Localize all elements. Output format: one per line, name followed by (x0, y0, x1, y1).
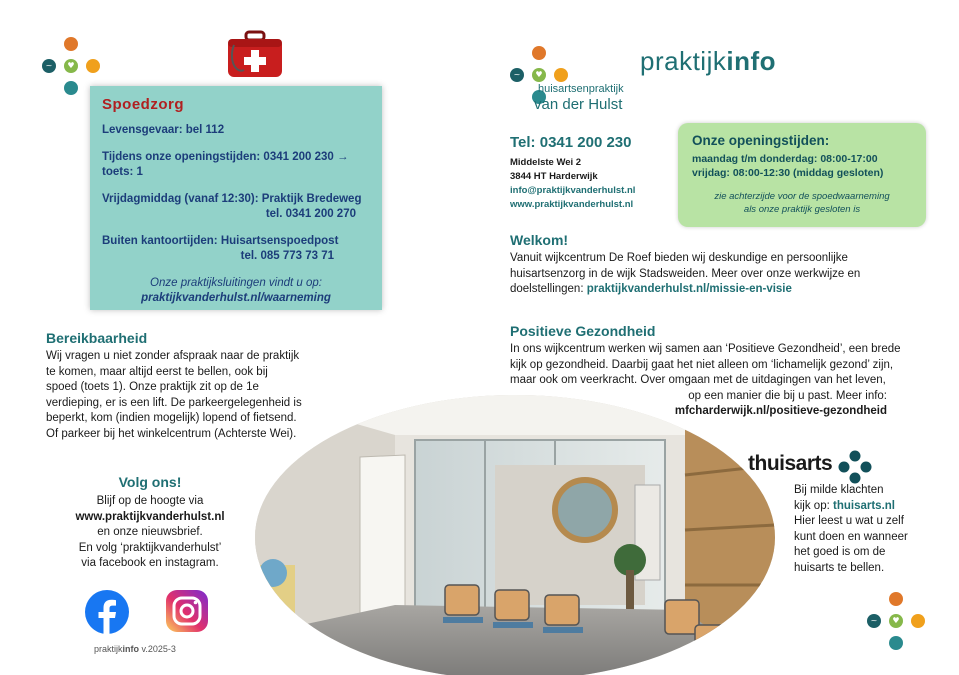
address-line2: 3844 HT Harderwijk (510, 171, 598, 182)
practice-logo-bottom (867, 592, 925, 650)
email-link[interactable]: info@praktijkvanderhulst.nl (510, 185, 636, 196)
volg-line: Blijf op de hoogte via (96, 495, 204, 507)
volg-line: en onze nieuwsbrief. (97, 526, 203, 538)
contact-block (510, 156, 635, 212)
welkom-line: doelstellingen: praktijkvanderhulst.nl/missie-en-visie (510, 283, 792, 295)
heart-icon: ♥ (64, 59, 78, 73)
spoed-closing-link[interactable]: praktijkvanderhulst.nl/waarneming (141, 292, 331, 304)
thuisarts-logo-icon (838, 450, 872, 484)
pill-icon (911, 614, 925, 628)
opening-hours-row: maandag t/m donderdag: 08:00-17:00 (692, 153, 878, 165)
thuisarts-section (794, 483, 944, 576)
practice-name-line1: huisartsenpraktijk (538, 83, 624, 95)
bereik-line: Wij vragen u niet zonder afspraak naar de praktijk (46, 350, 300, 362)
website-link[interactable]: www.praktijkvanderhulst.nl (75, 510, 225, 523)
brand-title: praktijkinfo (640, 46, 777, 76)
volg-ons-section (50, 474, 250, 572)
positieve-title: Positieve Gezondheid (510, 323, 656, 339)
positieve-line: In ons wijkcentrum werken wij samen aan ‘Positieve Gezondheid’, een brede (510, 343, 901, 355)
web-link[interactable]: www.praktijkvanderhulst.nl (510, 199, 634, 210)
volg-ons-title: Volg ons! (118, 474, 182, 490)
spoed-closing-text: Onze praktijksluitingen vindt u op: (150, 277, 322, 289)
spoed-line-112: Levensgevaar: bel 112 (102, 124, 225, 136)
pill-icon (86, 59, 100, 73)
heartbeat-icon: ~ (867, 614, 881, 628)
opening-hours-title: Onze openingstijden: (692, 133, 830, 148)
spoedzorg-title: Spoedzorg (102, 96, 184, 113)
spoedzorg-box (90, 86, 382, 310)
thuisarts-line: Bij milde klachten (794, 484, 884, 496)
thuisarts-logo-text: thuisarts (748, 452, 833, 475)
bereikbaarheid-section (46, 330, 336, 442)
stethoscope-icon (889, 636, 903, 650)
facebook-icon[interactable] (84, 589, 130, 635)
bereik-line: spoed (toets 1). Onze praktijk zit op de 1e (46, 381, 259, 393)
missie-link[interactable]: praktijkvanderhulst.nl/missie-en-visie (586, 283, 792, 295)
waiting-room-photo (255, 395, 775, 675)
opening-note: zie achterzijde voor de spoedwaarneming (714, 191, 890, 202)
volg-line: En volg ‘praktijkvanderhulst’ (78, 541, 222, 554)
practice-name-line2: van der Hulst (534, 96, 623, 113)
stethoscope-icon (64, 81, 78, 95)
version-label: praktijkinfo v.2025-3 (94, 644, 176, 654)
spoed-line-after-hours-phone: tel. 085 773 73 71 (240, 250, 334, 262)
bandage-icon (532, 46, 546, 60)
volg-line: via facebook en instagram. (81, 557, 219, 569)
welkom-section (510, 232, 930, 298)
heart-icon: ♥ (532, 68, 546, 82)
bereik-line: te komen, maar altijd eerst te bellen, ook bij (46, 365, 268, 378)
opening-hours-row: vrijdag: 08:00-12:30 (middag gesloten) (692, 167, 884, 179)
thuisarts-link[interactable]: thuisarts.nl (833, 499, 895, 512)
instagram-icon[interactable] (165, 589, 209, 633)
thuisarts-line: het goed is om de (794, 546, 886, 558)
phone-number[interactable]: Tel: 0341 200 230 (510, 134, 632, 151)
thuisarts-line: huisarts te bellen. (794, 561, 885, 574)
positieve-line: op een manier die bij u past. Meer info: (688, 389, 887, 402)
opening-hours-box (678, 123, 926, 227)
bandage-icon (889, 592, 903, 606)
bereik-line: Of parkeer bij het winkelcentrum (Achterste Wei). (46, 427, 297, 440)
welkom-line: huisartsenzorg in de wijk Stadsweiden. Meer over onze werkwijze en (510, 267, 861, 280)
positieve-line: kijk op gezondheid. Daarbij gaat het niet alleen om ‘lichamelijk gezond’ zijn, (510, 358, 894, 371)
positieve-line: maar ook om veerkracht. Over omgaan met de uitdagingen van het leven, (510, 374, 886, 386)
thuisarts-line: kunt doen en wanneer (794, 530, 908, 543)
spoed-line-friday: Vrijdagmiddag (vanaf 12:30): Praktijk Bredeweg (102, 193, 362, 205)
address-line1: Middelste Wei 2 (510, 157, 582, 168)
heartbeat-icon: ~ (42, 59, 56, 73)
bereik-line: verdieping, er is een lift. De parkeergelegenheid is (46, 396, 302, 409)
thuisarts-line: kijk op: thuisarts.nl (794, 499, 895, 512)
spoed-line-friday-phone: tel. 0341 200 270 (265, 208, 356, 220)
bereik-line: beperkt, kom (indien mogelijk) lopend of fietsend. (46, 412, 297, 424)
medkit-icon (226, 30, 284, 80)
positieve-link[interactable]: mfcharderwijk.nl/positieve-gezondheid (674, 405, 887, 417)
welkom-line: Vanuit wijkcentrum De Roef bieden wij deskundige en persoonlijke (510, 252, 848, 264)
bandage-icon (64, 37, 78, 51)
spoed-line-opening: Tijdens onze openingstijden: 0341 200 230 → toets: 1 (102, 151, 349, 178)
opening-note: als onze praktijk gesloten is (743, 204, 861, 215)
heart-icon: ♥ (889, 614, 903, 628)
bereikbaarheid-title: Bereikbaarheid (46, 330, 148, 346)
spoed-line-after-hours: Buiten kantoortijden: Huisartsenspoedpost (102, 235, 339, 247)
thuisarts-line: Hier leest u wat u zelf (794, 515, 904, 527)
welkom-title: Welkom! (510, 232, 569, 248)
heartbeat-icon: ~ (510, 68, 524, 82)
pill-icon (554, 68, 568, 82)
